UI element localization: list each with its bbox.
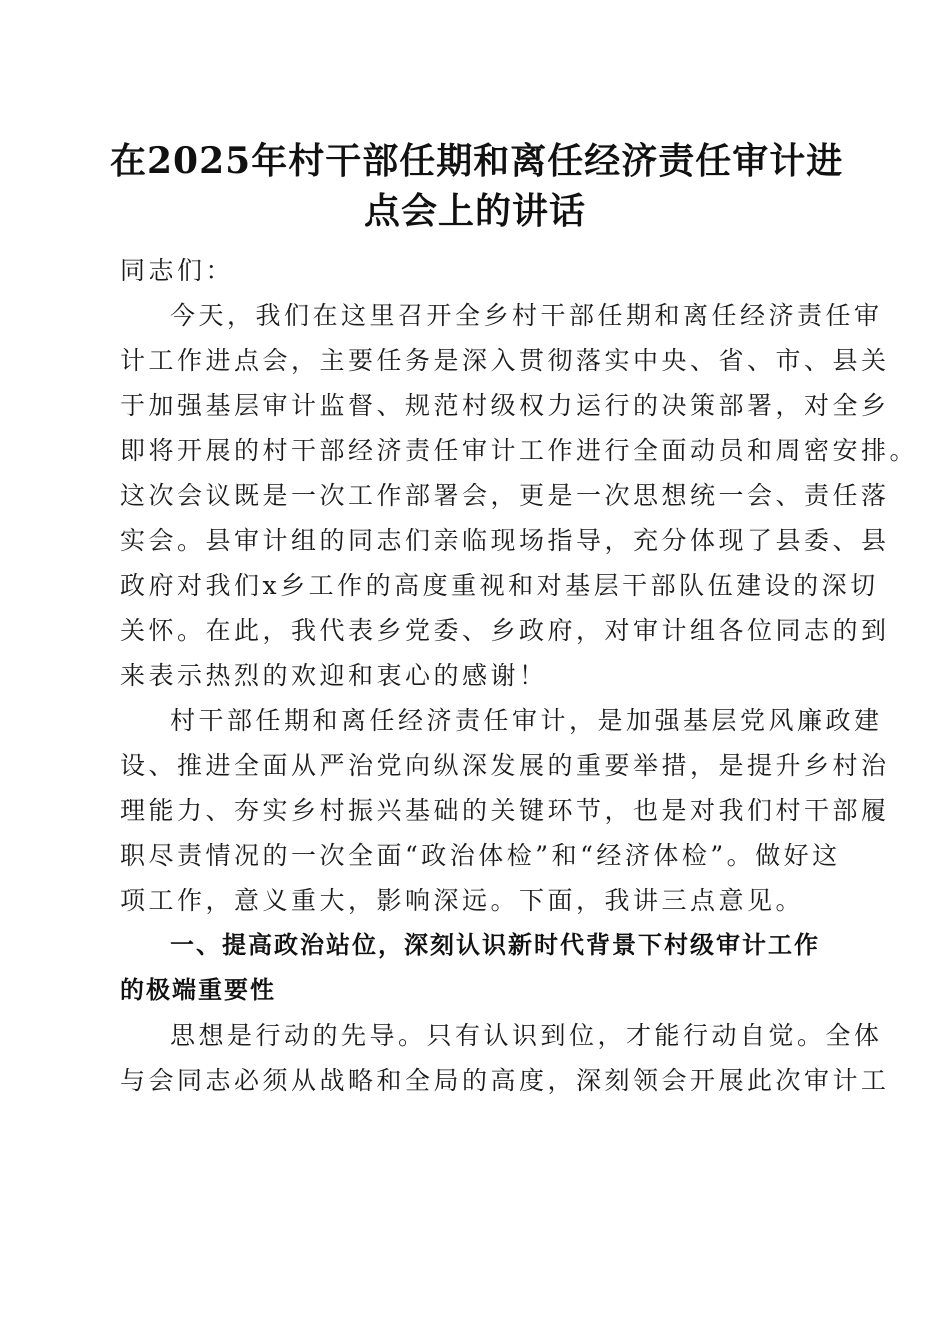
heading-line: 的极端重要性 [120,976,276,1004]
paragraph-line: 即将开展的村干部经济责任审计工作进行全面动员和周密安排。 [120,436,919,465]
paragraph-line: 来表示热烈的欢迎和衷心的感谢！ [120,661,548,690]
paragraph-line: 关怀。在此，我代表乡党委、乡政府，对审计组各位同志的到 [120,616,890,645]
paragraph-line: 与会同志必须从战略和全局的高度，深刻领会开展此次审计工 [120,1066,890,1095]
paragraph-opening [120,293,919,698]
document-body [120,248,919,1103]
paragraph-line: 今天，我们在这里召开全乡村干部任期和离任经济责任审 [170,301,883,330]
document-title [110,136,844,236]
paragraph-line: 政府对我们x乡工作的高度重视和对基层干部队伍建设的深切 [120,571,879,600]
paragraph-line: 职尽责情况的一次全面“政治体检”和“经济体检”。做好这 [120,841,841,870]
title-line: 在2025年村干部任期和离任经济责任审计进 [110,140,844,182]
paragraph-line: 计工作进点会，主要任务是深入贯彻落实中央、省、市、县关 [120,346,890,375]
paragraph-significance [120,698,890,923]
paragraph-line: 设、推进全面从严治党向纵深发展的重要举措，是提升乡村治 [120,751,890,780]
paragraph-line: 于加强基层审计监督、规范村级权力运行的决策部署，对全乡 [120,391,890,420]
paragraph-line: 项工作，意义重大，影响深远。下面，我讲三点意见。 [120,886,805,915]
paragraph-thinking [120,1013,890,1103]
section-heading-1 [120,923,832,1013]
paragraph-line: 思想是行动的先导。只有认识到位，才能行动自觉。全体 [170,1021,883,1050]
paragraph-line: 理能力、夯实乡村振兴基础的关键环节，也是对我们村干部履 [120,796,890,825]
paragraph-line: 实会。县审计组的同志们亲临现场指导，充分体现了县委、县 [120,526,890,555]
paragraph-line: 村干部任期和离任经济责任审计，是加强基层党风廉政建 [170,706,883,735]
title-line: 点会上的讲话 [363,190,586,232]
heading-line: 一、提高政治站位，深刻认识新时代背景下村级审计工作 [170,931,820,959]
salutation: 同志们： [120,256,235,285]
paragraph-line: 这次会议既是一次工作部署会，更是一次思想统一会、责任落 [120,481,890,510]
